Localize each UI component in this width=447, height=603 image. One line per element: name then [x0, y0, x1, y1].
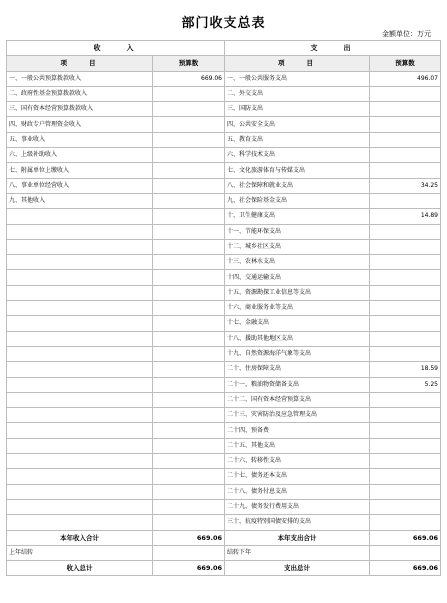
expense-value-cell [370, 239, 441, 254]
expense-value-cell [370, 270, 441, 285]
table-row [7, 102, 441, 117]
expense-item-cell: 九、社会保险基金支出 [225, 193, 370, 208]
income-item-cell [7, 438, 153, 453]
expense-value-cell [370, 484, 441, 499]
grand-total-row [7, 561, 441, 576]
table-row [7, 178, 441, 193]
table-row [7, 469, 441, 484]
income-value-cell [153, 362, 225, 377]
carry-over-row [7, 545, 441, 560]
expense-item-cell: 二十、住房保障支出 [225, 362, 370, 377]
income-item-cell: 七、附属单位上缴收入 [7, 163, 153, 178]
income-value-cell [153, 163, 225, 178]
expense-value-cell [370, 316, 441, 331]
expense-value-cell [370, 438, 441, 453]
income-value-cell [153, 132, 225, 147]
carry-in-label: 上年结转 [7, 545, 153, 560]
expense-value-cell [370, 163, 441, 178]
income-item-cell [7, 499, 153, 514]
income-value-cell [153, 224, 225, 239]
income-item-cell [7, 423, 153, 438]
expense-item-cell: 二十四、预备费 [225, 423, 370, 438]
expense-item-cell: 二十九、债务发行费用支出 [225, 499, 370, 514]
expense-item-cell: 十四、交通运输支出 [225, 270, 370, 285]
table-row [7, 117, 441, 132]
carry-out-label: 结转下年 [225, 545, 370, 560]
expense-value-cell [370, 301, 441, 316]
expense-grand-total-value: 669.06 [370, 561, 441, 576]
income-value-cell [153, 178, 225, 193]
table-row [7, 224, 441, 239]
table-row [7, 71, 441, 86]
income-value-cell [153, 316, 225, 331]
table-row [7, 331, 441, 346]
expense-item-cell: 二十七、债务还本支出 [225, 469, 370, 484]
table-row [7, 423, 441, 438]
income-budget-header: 预算数 [153, 56, 225, 71]
income-value-cell [153, 193, 225, 208]
table-row [7, 316, 441, 331]
expense-item-cell: 七、文化旅游体育与传媒支出 [225, 163, 370, 178]
income-item-cell [7, 255, 153, 270]
income-item-cell: 八、事业单位经营收入 [7, 178, 153, 193]
expense-year-total-value: 669.06 [370, 530, 441, 545]
expense-value-cell [370, 86, 441, 101]
year-total-row [7, 530, 441, 545]
budget-summary-table [6, 40, 441, 576]
table-row [7, 362, 441, 377]
expense-budget-header: 预算数 [370, 56, 441, 71]
expense-value-cell [370, 331, 441, 346]
income-value-cell [153, 469, 225, 484]
income-item-cell [7, 392, 153, 407]
income-grand-total-label: 收入总计 [7, 561, 153, 576]
income-value-cell [153, 484, 225, 499]
section-header-row [7, 41, 441, 56]
amount-unit: 金额单位：万元 [382, 30, 431, 38]
table-body [7, 71, 441, 530]
expense-item-cell: 十一、节能环保支出 [225, 224, 370, 239]
income-grand-total-value: 669.06 [153, 561, 225, 576]
expense-item-cell: 四、公共安全支出 [225, 117, 370, 132]
expense-value-cell [370, 224, 441, 239]
income-value-cell [153, 377, 225, 392]
income-item-header: 项 目 [7, 56, 153, 71]
expense-item-cell: 二十二、国有资本经营预算支出 [225, 392, 370, 407]
income-value-cell [153, 454, 225, 469]
table-row [7, 285, 441, 300]
expense-value-cell [370, 117, 441, 132]
income-item-cell: 一、一般公共预算拨款收入 [7, 71, 153, 86]
expense-item-cell: 二、外交支出 [225, 86, 370, 101]
expense-value-cell: 18.59 [370, 362, 441, 377]
table-row [7, 499, 441, 514]
income-value-cell [153, 239, 225, 254]
income-value-cell [153, 270, 225, 285]
income-value-cell [153, 423, 225, 438]
expense-item-cell: 十八、援助其他地区支出 [225, 331, 370, 346]
income-value-cell [153, 392, 225, 407]
expense-value-cell [370, 454, 441, 469]
expense-item-cell: 三、国防支出 [225, 102, 370, 117]
income-item-cell [7, 469, 153, 484]
income-item-cell [7, 301, 153, 316]
expense-value-cell: 5.25 [370, 377, 441, 392]
table-row [7, 408, 441, 423]
income-value-cell [153, 438, 225, 453]
expense-item-cell: 十九、自然资源海洋气象等支出 [225, 346, 370, 361]
expense-item-cell: 十、卫生健康支出 [225, 209, 370, 224]
expense-value-cell [370, 499, 441, 514]
table-row [7, 377, 441, 392]
expense-value-cell [370, 469, 441, 484]
expense-item-cell: 三十、抗疫特别国债安排的支出 [225, 515, 370, 530]
income-value-cell [153, 346, 225, 361]
expense-item-cell: 一、一般公共服务支出 [225, 71, 370, 86]
expense-item-cell: 十七、金融支出 [225, 316, 370, 331]
expense-value-cell: 496.07 [370, 71, 441, 86]
income-item-cell [7, 515, 153, 530]
income-value-cell [153, 117, 225, 132]
income-item-cell: 五、事业收入 [7, 132, 153, 147]
table-row [7, 148, 441, 163]
income-item-cell [7, 346, 153, 361]
income-item-cell: 二、政府性基金预算拨款收入 [7, 86, 153, 101]
expense-value-cell [370, 285, 441, 300]
table-row [7, 301, 441, 316]
expense-item-cell: 十五、资源勘探工业信息等支出 [225, 285, 370, 300]
income-item-cell: 九、其他收入 [7, 193, 153, 208]
income-value-cell [153, 102, 225, 117]
income-item-cell: 四、财政专户管理资金收入 [7, 117, 153, 132]
expense-value-cell [370, 423, 441, 438]
income-value-cell [153, 331, 225, 346]
expense-item-cell: 十三、农林水支出 [225, 255, 370, 270]
page-title: 部门收支总表 [181, 16, 266, 31]
table-row [7, 239, 441, 254]
income-item-cell [7, 408, 153, 423]
income-value-cell [153, 285, 225, 300]
table-row [7, 438, 441, 453]
expense-value-cell [370, 148, 441, 163]
expense-item-cell: 六、科学技术支出 [225, 148, 370, 163]
income-value-cell [153, 255, 225, 270]
expense-value-cell [370, 408, 441, 423]
table-row [7, 132, 441, 147]
expense-section-header: 支 出 [225, 41, 441, 56]
column-header-row [7, 56, 441, 71]
income-item-cell [7, 331, 153, 346]
expense-item-cell: 十二、城乡社区支出 [225, 239, 370, 254]
income-value-cell [153, 209, 225, 224]
expense-value-cell [370, 255, 441, 270]
table-row [7, 270, 441, 285]
expense-value-cell [370, 515, 441, 530]
income-item-cell [7, 454, 153, 469]
table-row [7, 484, 441, 499]
expense-item-cell: 八、社会保障和就业支出 [225, 178, 370, 193]
expense-item-cell: 二十六、转移性支出 [225, 454, 370, 469]
expense-item-header: 项 目 [225, 56, 370, 71]
income-item-cell [7, 270, 153, 285]
carry-out-value [370, 545, 441, 560]
expense-item-cell: 二十五、其他支出 [225, 438, 370, 453]
income-item-cell [7, 239, 153, 254]
expense-item-cell: 二十八、债务付息支出 [225, 484, 370, 499]
income-value-cell [153, 408, 225, 423]
income-item-cell [7, 484, 153, 499]
income-value-cell [153, 301, 225, 316]
expense-item-cell: 二十三、灾害防治及应急管理支出 [225, 408, 370, 423]
carry-in-value [153, 545, 225, 560]
table-row [7, 209, 441, 224]
income-item-cell [7, 209, 153, 224]
income-item-cell [7, 362, 153, 377]
expense-value-cell [370, 193, 441, 208]
income-year-total-label: 本年收入合计 [7, 530, 153, 545]
table-row [7, 86, 441, 101]
table-row [7, 193, 441, 208]
table-row [7, 163, 441, 178]
income-value-cell: 669.06 [153, 71, 225, 86]
income-item-cell [7, 377, 153, 392]
table-row [7, 454, 441, 469]
income-value-cell [153, 515, 225, 530]
expense-item-cell: 十六、商业服务业等支出 [225, 301, 370, 316]
expense-value-cell: 34.25 [370, 178, 441, 193]
table-row [7, 515, 441, 530]
expense-value-cell [370, 102, 441, 117]
income-value-cell [153, 86, 225, 101]
table-row [7, 392, 441, 407]
expense-value-cell: 14.89 [370, 209, 441, 224]
expense-item-cell: 二十一、粮油物资储备支出 [225, 377, 370, 392]
income-value-cell [153, 148, 225, 163]
table-row [7, 255, 441, 270]
income-value-cell [153, 499, 225, 514]
income-item-cell [7, 285, 153, 300]
income-section-header: 收 入 [7, 41, 225, 56]
table-row [7, 346, 441, 361]
income-item-cell: 六、上级补助收入 [7, 148, 153, 163]
expense-value-cell [370, 346, 441, 361]
expense-grand-total-label: 支出总计 [225, 561, 370, 576]
expense-year-total-label: 本年支出合计 [225, 530, 370, 545]
expense-value-cell [370, 132, 441, 147]
expense-value-cell [370, 392, 441, 407]
expense-item-cell: 五、教育支出 [225, 132, 370, 147]
income-item-cell [7, 316, 153, 331]
income-item-cell: 三、国有资本经营预算拨款收入 [7, 102, 153, 117]
income-year-total-value: 669.06 [153, 530, 225, 545]
income-item-cell [7, 224, 153, 239]
